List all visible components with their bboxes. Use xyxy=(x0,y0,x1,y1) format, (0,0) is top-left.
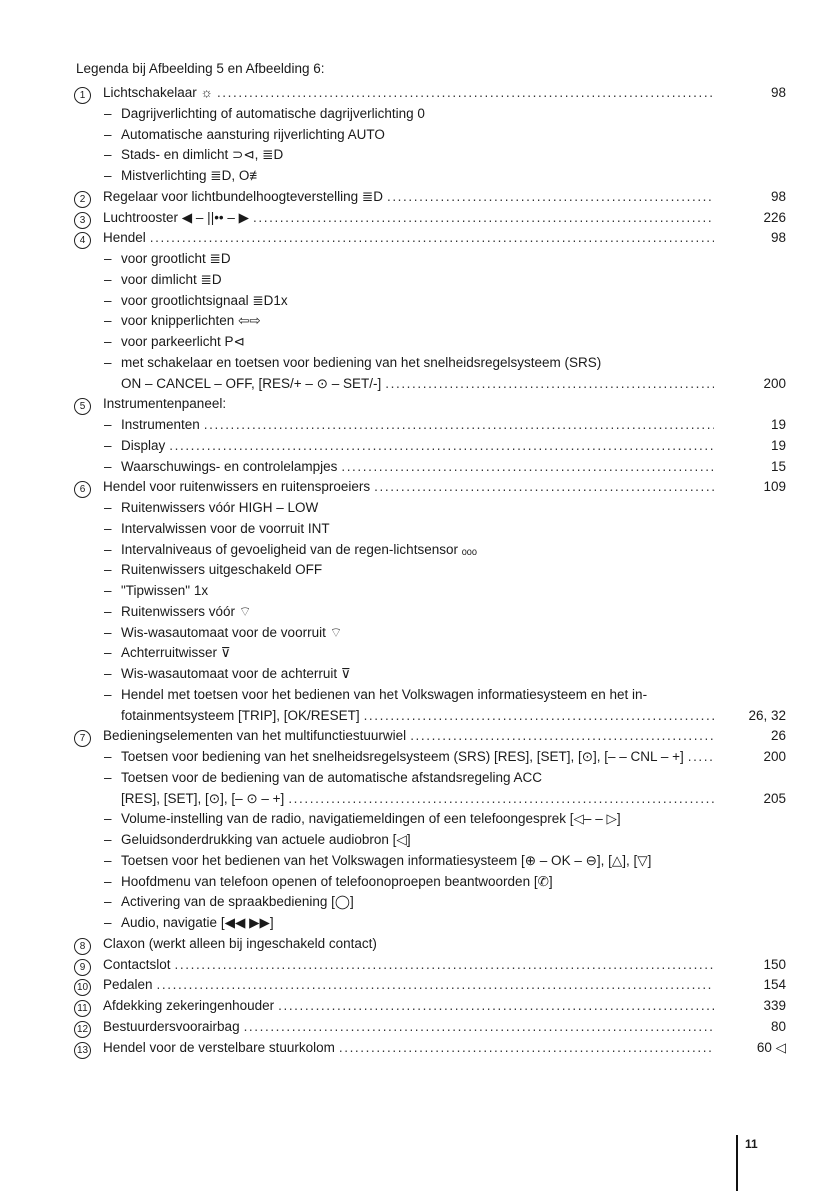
item-text: Ruitenwissers uitgeschakeld OFF xyxy=(121,562,323,578)
bullet-dash: – xyxy=(104,313,112,329)
item-text: Ruitenwissers vóór ⌔ xyxy=(121,603,252,619)
circled-number: 10 xyxy=(74,979,91,996)
circled-number: 12 xyxy=(74,1021,91,1038)
bullet-dash: – xyxy=(104,811,112,827)
item-text: "Tipwissen" 1x xyxy=(121,583,209,598)
bullet-dash: – xyxy=(104,458,112,474)
item-text: fotainmentsysteem [TRIP], [OK/RESET] xyxy=(121,707,360,723)
legend-subitem xyxy=(74,685,786,706)
dot-leader xyxy=(364,706,714,727)
dot-leader xyxy=(374,477,714,498)
page-reference: 154 xyxy=(763,977,786,993)
item-text: Instrumenten xyxy=(121,417,200,432)
dot-leader xyxy=(688,747,714,768)
page-reference: 200 xyxy=(763,749,786,764)
dot-leader xyxy=(217,83,714,104)
item-text: Audio, navigatie [◀◀ ▶▶] xyxy=(121,915,274,930)
legend-subitem xyxy=(74,581,786,602)
page-reference: 26, 32 xyxy=(748,707,786,723)
legend-subitem xyxy=(74,353,786,374)
circled-number: 11 xyxy=(74,1000,91,1017)
dot-leader xyxy=(204,415,714,436)
item-text: Regelaar voor lichtbundelhoogteverstelling ≣D xyxy=(103,188,383,204)
page-reference: 60 ◁ xyxy=(756,1039,786,1055)
item-number xyxy=(74,726,103,747)
item-text: Pedalen xyxy=(103,977,153,993)
item-text: Display xyxy=(121,437,166,453)
legend-item xyxy=(74,955,786,976)
page-reference: 98 xyxy=(770,85,786,100)
legend-item xyxy=(74,1017,786,1038)
item-text: Toetsen voor bediening van het snelheidsregelsysteem (SRS) [RES], [SET], [⊙], [– – CNL – +] xyxy=(121,749,684,764)
item-text: Stads- en dimlicht ⊃⊲, ≣D xyxy=(121,147,284,163)
item-number xyxy=(74,1017,103,1038)
item-text: Bedieningselementen van het multifunctiestuurwiel xyxy=(103,728,407,744)
dot-leader xyxy=(410,726,714,747)
legend-subitem xyxy=(74,913,786,934)
bullet-dash: – xyxy=(104,645,112,661)
dot-leader xyxy=(157,975,714,996)
legend-item xyxy=(74,187,786,208)
item-text: ON – CANCEL – OFF, [RES/+ – ⊙ – SET/-] xyxy=(121,375,382,391)
item-text: voor knipperlichten ⇦⇨ xyxy=(121,313,261,329)
item-text: Hendel voor ruitenwissers en ruitensproeiers xyxy=(103,479,371,495)
item-text: Contactslot xyxy=(103,956,171,972)
dot-leader xyxy=(288,789,714,810)
item-text: voor grootlichtsignaal ≣D1x xyxy=(121,292,288,308)
legend-subitem xyxy=(74,125,786,146)
bullet-dash: – xyxy=(104,500,112,515)
item-text: Ruitenwissers vóór HIGH – LOW xyxy=(121,500,319,515)
legend-item xyxy=(74,1038,786,1059)
item-text: Lichtschakelaar ☼ xyxy=(103,85,213,100)
item-number xyxy=(74,228,103,249)
legend-subitem xyxy=(74,457,786,478)
item-number xyxy=(74,477,103,498)
legend-subitem xyxy=(74,789,786,810)
circled-number: 7 xyxy=(74,730,91,747)
dot-leader xyxy=(169,436,714,457)
page-reference: 15 xyxy=(770,458,786,474)
item-text: Toetsen voor de bediening van de automatische afstandsregeling ACC xyxy=(121,769,543,785)
legend-item xyxy=(74,934,786,955)
legend-subitem xyxy=(74,415,786,436)
bullet-dash: – xyxy=(104,666,112,681)
page-reference: 98 xyxy=(770,188,786,204)
legend-item xyxy=(74,208,786,229)
item-text: met schakelaar en toetsen voor bediening van het snelheidsregelsysteem (SRS) xyxy=(121,354,602,370)
bullet-dash: – xyxy=(104,251,112,266)
page-number: 11 xyxy=(745,1137,758,1151)
item-text: Claxon (werkt alleen bij ingeschakeld contact) xyxy=(103,935,377,951)
legend-item xyxy=(74,228,786,249)
legend-item xyxy=(74,975,786,996)
legend-subitem xyxy=(74,560,786,581)
circled-number: 5 xyxy=(74,398,91,415)
bullet-dash: – xyxy=(104,520,112,536)
item-text: Achterruitwisser ⊽ xyxy=(121,645,231,661)
legend-subitem xyxy=(74,145,786,166)
dot-leader xyxy=(387,187,714,208)
item-number xyxy=(74,187,103,208)
circled-number: 2 xyxy=(74,191,91,208)
legend-subitem xyxy=(74,602,786,623)
item-text: Hendel xyxy=(103,230,146,246)
page-reference: 150 xyxy=(763,956,786,972)
item-text: Automatische aansturing rijverlichting AUTO xyxy=(121,126,385,142)
bullet-dash: – xyxy=(104,541,112,557)
circled-number: 1 xyxy=(74,87,91,104)
legend-subitem xyxy=(74,747,786,768)
legend-subitem xyxy=(74,498,786,519)
item-text: Toetsen voor het bedienen van het Volkswagen informatiesysteem [⊕ – OK – ⊖], [△], [▽] xyxy=(121,852,652,868)
item-text: Bestuurdersvoorairbag xyxy=(103,1018,240,1034)
page-reference: 19 xyxy=(770,437,786,453)
legend-subitem xyxy=(74,519,786,540)
legend-subitem xyxy=(74,311,786,332)
bullet-dash: – xyxy=(104,334,112,349)
page-reference: 26 xyxy=(770,728,786,744)
legend-subitem xyxy=(74,892,786,913)
item-text: voor parkeerlicht P⊲ xyxy=(121,334,245,349)
dot-leader xyxy=(341,457,714,478)
item-text: voor grootlicht ≣D xyxy=(121,251,231,266)
dot-leader xyxy=(339,1038,714,1059)
bullet-dash: – xyxy=(104,769,112,785)
bullet-dash: – xyxy=(104,894,112,910)
legend-subitem xyxy=(74,809,786,830)
dot-leader xyxy=(244,1017,714,1038)
legend-subitem xyxy=(74,540,786,561)
page-reference: 339 xyxy=(763,998,786,1013)
bullet-dash: – xyxy=(104,354,112,370)
bullet-dash: – xyxy=(104,852,112,868)
page-reference: 19 xyxy=(770,417,786,432)
legend-subitem xyxy=(74,374,786,395)
item-number xyxy=(74,208,103,229)
bullet-dash: – xyxy=(104,437,112,453)
circled-number: 4 xyxy=(74,232,91,249)
bullet-dash: – xyxy=(104,105,112,121)
item-text: Intervalwissen voor de voorruit INT xyxy=(121,520,330,536)
bullet-dash: – xyxy=(104,686,112,702)
legend-item xyxy=(74,996,786,1017)
legend-item xyxy=(74,394,786,415)
item-text: Wis-wasautomaat voor de voorruit ⌔ xyxy=(121,624,343,640)
legend-subitem xyxy=(74,830,786,851)
legend-subitem xyxy=(74,851,786,872)
bullet-dash: – xyxy=(104,832,112,847)
item-text: Hoofdmenu van telefoon openen of telefoonoproepen beantwoorden [✆] xyxy=(121,873,553,889)
bullet-dash: – xyxy=(104,915,112,930)
dot-leader xyxy=(150,228,714,249)
item-text: [RES], [SET], [⊙], [– ⊙ – +] xyxy=(121,790,285,806)
item-text: Luchtrooster ◀ – ||•• – ▶ xyxy=(103,209,250,225)
item-text: Volume-instelling van de radio, navigatiemeldingen of een telefoongesprek [◁– – ▷] xyxy=(121,811,621,827)
legend-subitem xyxy=(74,249,786,270)
legend-subitem xyxy=(74,332,786,353)
page-reference: 80 xyxy=(770,1018,786,1034)
circled-number: 6 xyxy=(74,481,91,498)
legend-subitem xyxy=(74,104,786,125)
bullet-dash: – xyxy=(104,624,112,640)
legend-subitem xyxy=(74,623,786,644)
item-number xyxy=(74,975,103,996)
bullet-dash: – xyxy=(104,168,112,183)
legend-list xyxy=(74,83,786,1058)
legend-subitem xyxy=(74,436,786,457)
legend-subitem xyxy=(74,291,786,312)
dot-leader xyxy=(385,374,714,395)
legend-subitem xyxy=(74,706,786,727)
legend-item xyxy=(74,726,786,747)
item-number xyxy=(74,955,103,976)
bullet-dash: – xyxy=(104,147,112,163)
item-text: Instrumentenpaneel: xyxy=(103,396,227,412)
item-number xyxy=(74,1038,103,1059)
item-text: Afdekking zekeringenhouder xyxy=(103,998,275,1013)
legend-subitem xyxy=(74,768,786,789)
dot-leader xyxy=(253,208,714,229)
bullet-dash: – xyxy=(104,749,112,764)
legend-heading: Legenda bij Afbeelding 5 en Afbeelding 6: xyxy=(76,61,325,76)
page-edge-bar xyxy=(736,1135,738,1191)
legend-item xyxy=(74,83,786,104)
item-text: Activering van de spraakbediening [◯] xyxy=(121,894,354,910)
page-reference: 98 xyxy=(770,230,786,246)
item-text: Intervalniveaus of gevoeligheid van de regen-lichtsensor ₒₒₒ xyxy=(121,541,477,557)
bullet-dash: – xyxy=(104,873,112,889)
legend-subitem xyxy=(74,664,786,685)
bullet-dash: – xyxy=(104,603,112,619)
item-text: Hendel met toetsen voor het bedienen van het Volkswagen informatiesysteem en het in- xyxy=(121,686,648,702)
bullet-dash: – xyxy=(104,583,112,598)
legend-item xyxy=(74,477,786,498)
bullet-dash: – xyxy=(104,271,112,287)
page-reference: 200 xyxy=(763,375,786,391)
item-text: Wis-wasautomaat voor de achterruit ⊽ xyxy=(121,666,351,681)
dot-leader xyxy=(278,996,714,1017)
bullet-dash: – xyxy=(104,292,112,308)
item-text: Dagrijverlichting of automatische dagrijverlichting 0 xyxy=(121,105,425,121)
legend-subitem xyxy=(74,872,786,893)
bullet-dash: – xyxy=(104,126,112,142)
circled-number: 9 xyxy=(74,959,91,976)
circled-number: 8 xyxy=(74,938,91,955)
item-text: Hendel voor de verstelbare stuurkolom xyxy=(103,1039,335,1055)
page-reference: 109 xyxy=(763,479,786,495)
bullet-dash: – xyxy=(104,417,112,432)
item-number xyxy=(74,394,103,415)
item-number xyxy=(74,934,103,955)
page-reference: 226 xyxy=(763,209,786,225)
legend-subitem xyxy=(74,643,786,664)
page-reference: 205 xyxy=(763,790,786,806)
legend-subitem xyxy=(74,166,786,187)
item-text: voor dimlicht ≣D xyxy=(121,271,222,287)
item-number xyxy=(74,83,103,104)
item-text: Waarschuwings- en controlelampjes xyxy=(121,458,338,474)
item-number xyxy=(74,996,103,1017)
item-text: Mistverlichting ≣D, O≢ xyxy=(121,168,263,183)
circled-number: 13 xyxy=(74,1042,91,1059)
legend-subitem xyxy=(74,270,786,291)
dot-leader xyxy=(175,955,714,976)
circled-number: 3 xyxy=(74,212,91,229)
bullet-dash: – xyxy=(104,562,112,578)
item-text: Geluidsonderdrukking van actuele audiobron [◁] xyxy=(121,832,411,847)
